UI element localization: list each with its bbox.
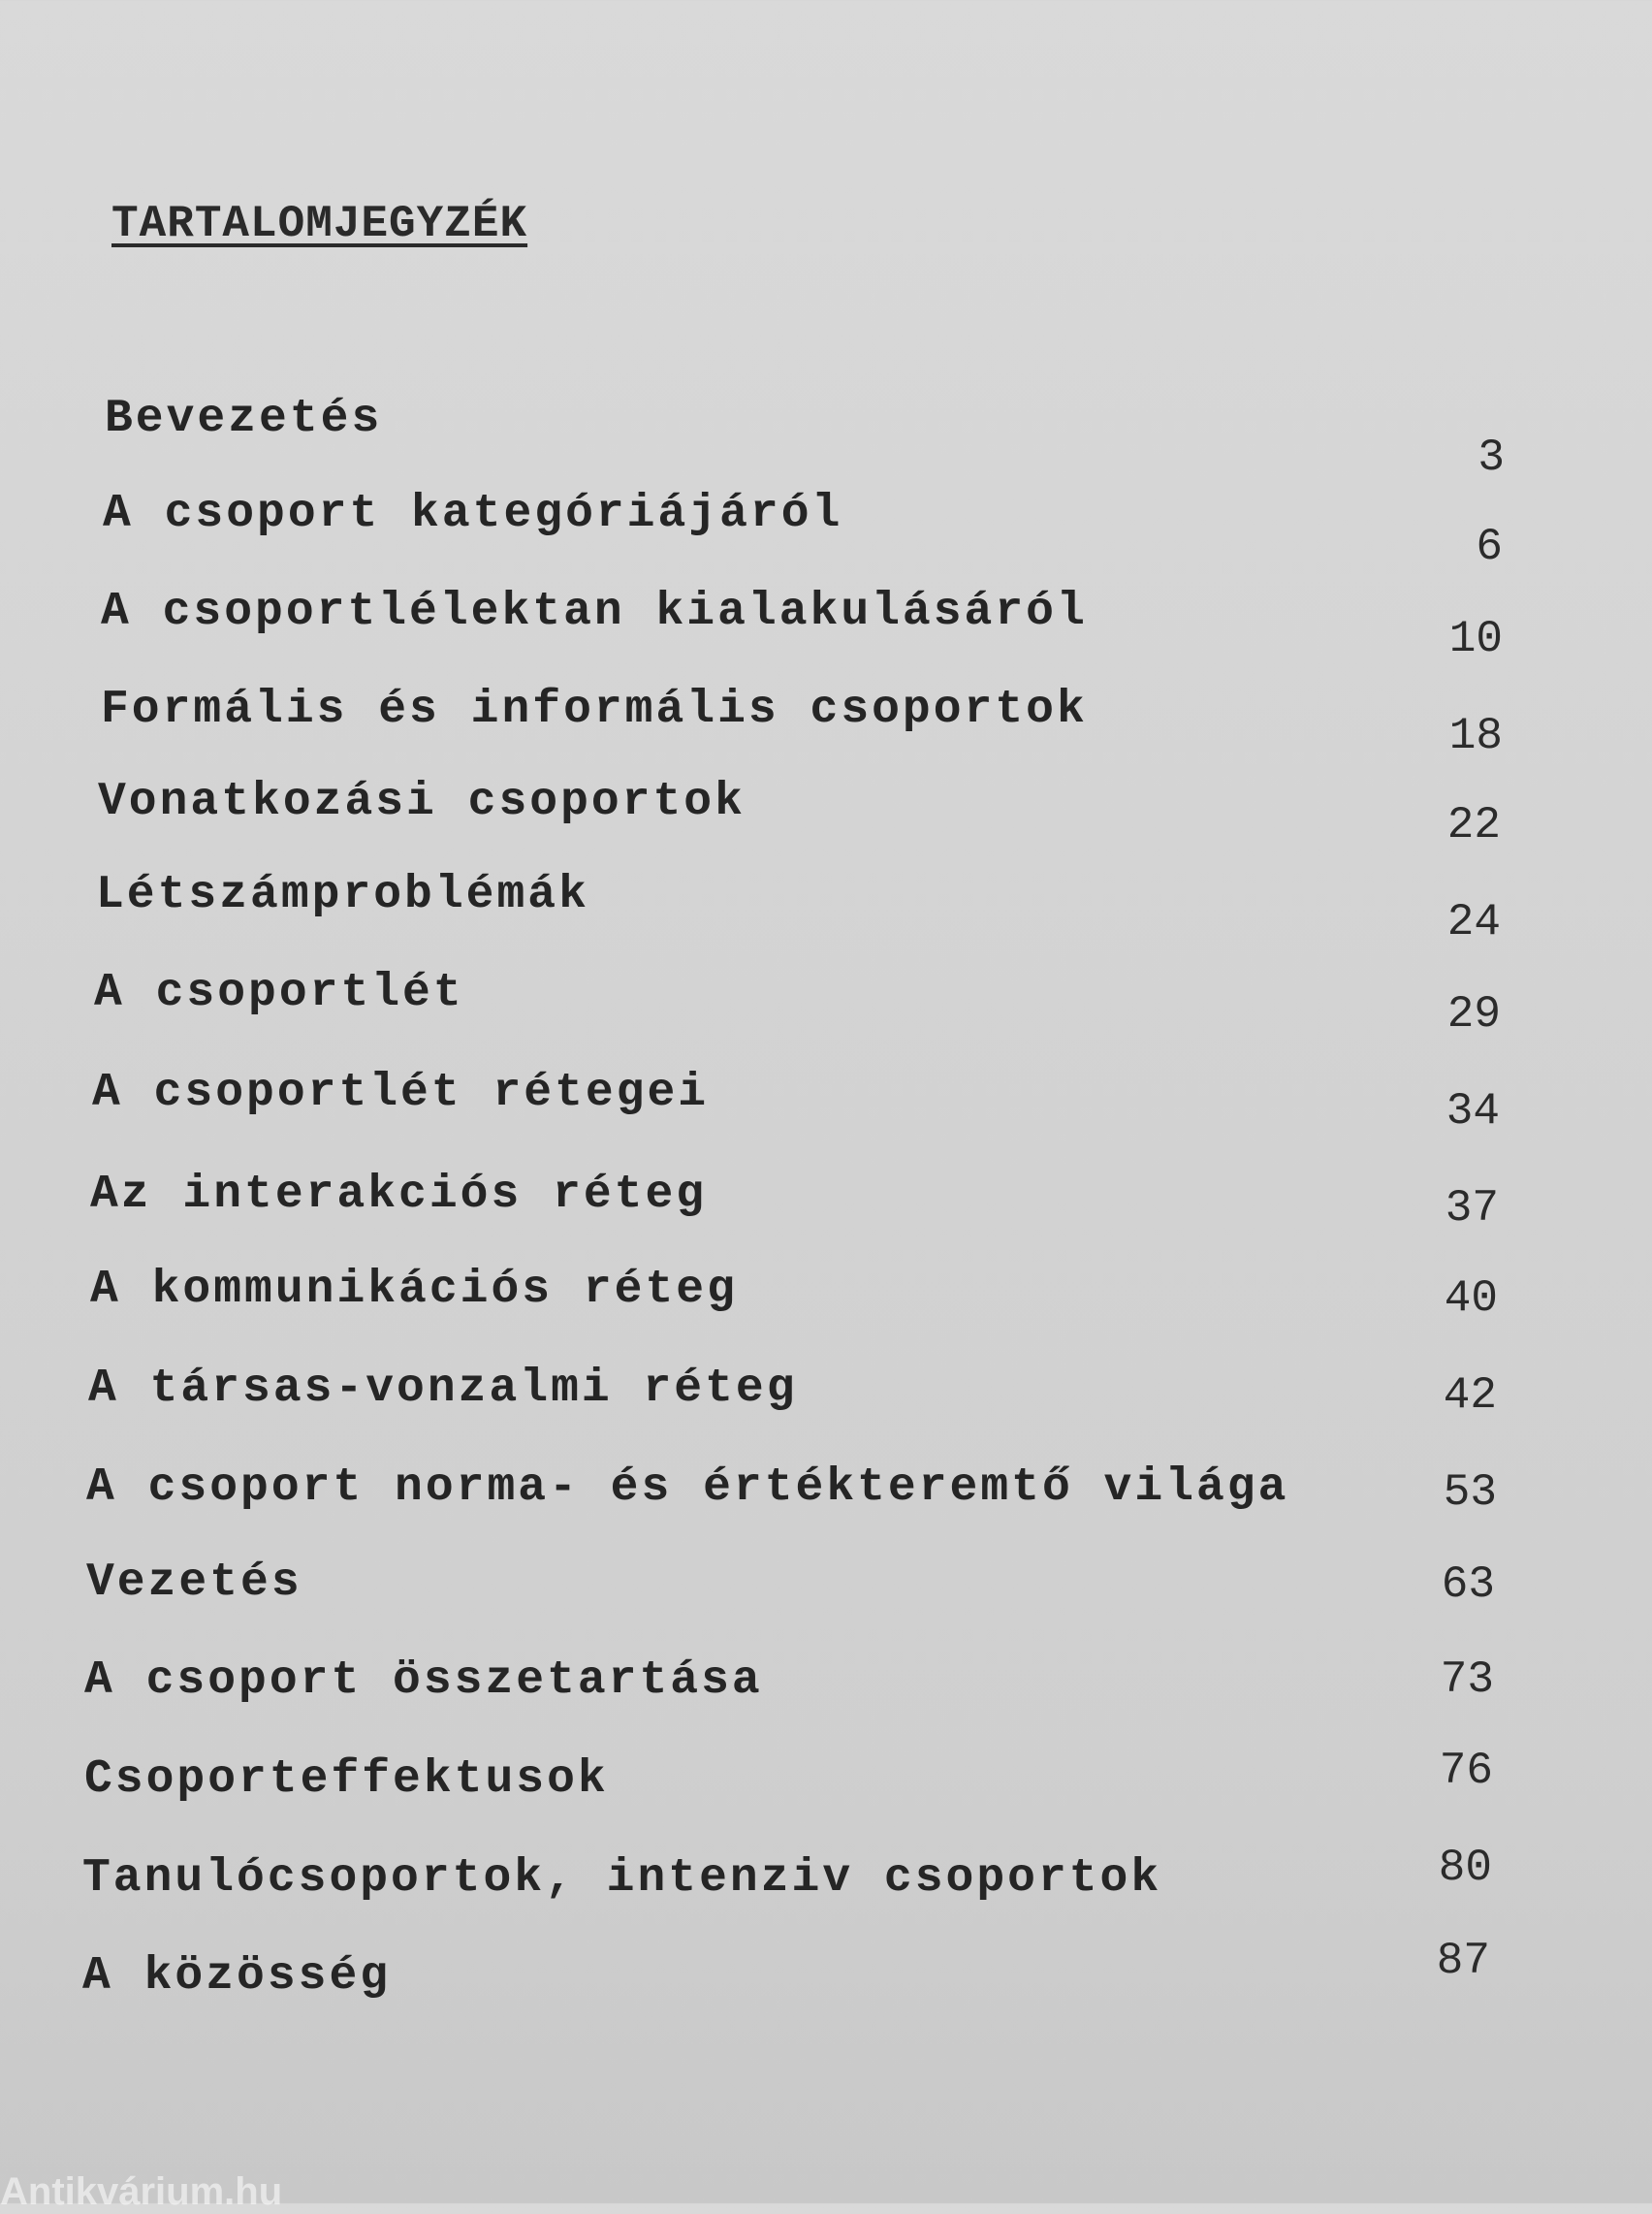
toc-entry-vonatkozasi: Vonatkozási csoportok bbox=[98, 776, 746, 828]
toc-page-number: 63 bbox=[1441, 1559, 1495, 1610]
page-title: TARTALOMJEGYZÉK bbox=[111, 199, 528, 249]
toc-entry-tarsas-vonzalmi-reteg: A társas-vonzalmi réteg bbox=[88, 1363, 798, 1415]
toc-entry-csoportlet: A csoportlét bbox=[94, 967, 464, 1019]
toc-entry-csoport-kategoriajarol: A csoport kategóriájáról bbox=[103, 488, 843, 540]
toc-page-number: 87 bbox=[1436, 1936, 1490, 1986]
toc-page-number: 73 bbox=[1440, 1654, 1494, 1705]
toc-entry-kommunikacios-reteg: A kommunikációs réteg bbox=[90, 1264, 738, 1316]
toc-entry-csoportlet-retegei: A csoportlét rétegei bbox=[92, 1067, 710, 1119]
toc-page-number: 29 bbox=[1446, 989, 1501, 1040]
toc-page-number: 53 bbox=[1443, 1467, 1497, 1518]
toc-page-number: 42 bbox=[1443, 1370, 1497, 1421]
toc-page-number: 34 bbox=[1446, 1086, 1500, 1137]
toc-page-number: 22 bbox=[1446, 800, 1501, 850]
toc-page-number: 80 bbox=[1438, 1843, 1492, 1893]
toc-page-number: 6 bbox=[1476, 522, 1503, 572]
toc-page-number: 10 bbox=[1448, 614, 1503, 664]
toc-entry-vezetes: Vezetés bbox=[86, 1556, 302, 1609]
toc-page-number: 18 bbox=[1448, 711, 1503, 761]
toc-entry-norma-ertekteremto: A csoport norma- és értékteremtő világa bbox=[86, 1461, 1289, 1514]
toc-page-number: 40 bbox=[1444, 1273, 1498, 1324]
toc-page-number: 24 bbox=[1446, 897, 1501, 947]
toc-entry-interakcios-reteg: Az interakciós réteg bbox=[90, 1169, 708, 1221]
toc-entry-bevezetes: Bevezetés bbox=[105, 393, 383, 445]
toc-page-number: 37 bbox=[1445, 1183, 1499, 1234]
toc-entry-formalis-informalis: Formális és informális csoportok bbox=[101, 684, 1088, 736]
watermark: Antikvárium.hu bbox=[0, 2170, 283, 2213]
toc-page-number: 3 bbox=[1477, 433, 1505, 483]
toc-page-number: 76 bbox=[1439, 1746, 1493, 1796]
toc-entry-csoporteffektusok: Csoporteffektusok bbox=[84, 1753, 609, 1806]
toc-entry-kozosseg: A közösség bbox=[82, 1950, 392, 2003]
toc-entry-osszetartasa: A csoport összetartása bbox=[84, 1654, 763, 1707]
toc-entry-csoportlelektan: A csoportlélektan kialakulásáról bbox=[101, 586, 1088, 638]
toc-entry-tanulocsoportok: Tanulócsoportok, intenziv csoportok bbox=[82, 1852, 1162, 1905]
toc-entry-letszamproblemak: Létszámproblémák bbox=[96, 869, 589, 921]
